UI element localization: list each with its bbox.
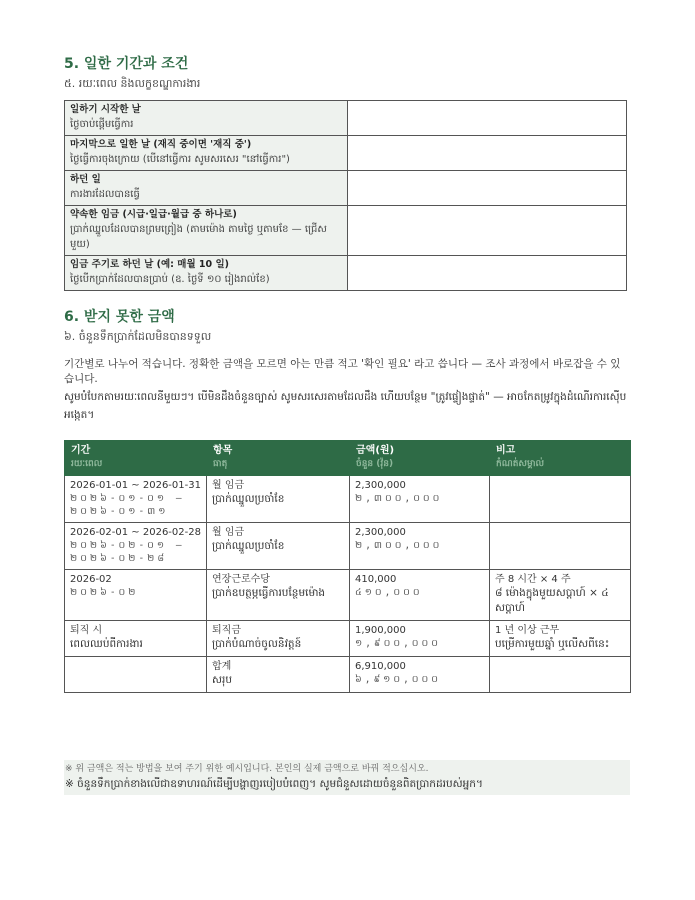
amount-text: 2,300,000 — [355, 480, 406, 491]
header-label-km: ចំនួន (វ៉ុន) — [356, 459, 394, 469]
form-label-ko: 마지막으로 일한 날 (재직 중이면 '재직 중') — [70, 139, 252, 150]
period-text: 2026-01-01 ~ 2026-01-31 — [70, 480, 201, 491]
header-label-ko: 비고 — [496, 445, 516, 456]
footnote-km: ※ ចំនួនទឹកប្រាក់ខាងលើជាឧទាហរណ៍ដើម្បីបង្ហាញរបៀបបំពេញ។ សូមជំនួសដោយចំនួនពិតប្រាកដរបស់អ្នក។ — [65, 778, 483, 790]
form-label-cell — [65, 101, 348, 136]
amount-text: 1,900,000 — [355, 625, 406, 636]
note-cell — [490, 476, 631, 523]
item-cell — [207, 523, 350, 570]
item-cell — [207, 657, 350, 693]
amount-khmer-digits: ២,៣០០,០០០ — [355, 540, 443, 551]
form-label-cell — [65, 206, 348, 256]
header-label-ko: 항목 — [213, 445, 233, 456]
item-text-km: ប្រាក់បំណាច់ចូលនិវត្តន៍ — [212, 638, 302, 650]
table-row-total — [65, 657, 631, 693]
form-label-ko: 임금 주기로 하던 날 (예: 매월 10 일) — [70, 259, 229, 270]
header-label-ko: 기간 — [71, 445, 91, 456]
amount-cell — [350, 523, 490, 570]
intro-text-km: សូមបំបែកតាមរយៈពេលនីមួយៗ។ បើមិនដឹងចំនួនច្បាស់ សូមសរសេរតាមដែលដឹង ហើយបន្ថែម "ត្រូវផ្ទៀងផ្ទាត់" — អាចកែតម្រូវក្នុងដំណើរការស៊ើបអង្កេត។ — [64, 391, 627, 421]
total-label-ko: 합계 — [212, 661, 232, 672]
item-cell — [207, 476, 350, 523]
document-page — [64, 54, 630, 693]
total-label-km: សរុប — [212, 674, 232, 686]
form-label-ko: 일하기 시작한 날 — [70, 104, 141, 115]
period-cell — [65, 570, 207, 621]
section5-subtitle: ៥. រយៈពេល និងលក្ខខណ្ឌការងារ — [64, 77, 201, 90]
job-field[interactable] — [348, 171, 627, 206]
amount-text: 410,000 — [355, 574, 397, 585]
work-period-table — [64, 100, 627, 291]
period-khmer-digits: ២០២៦-០២ — [70, 587, 139, 598]
form-label-ko: 약속한 임금 (시급·일급·월급 중 하나로) — [70, 209, 237, 220]
start-date-field[interactable] — [348, 101, 627, 136]
period-text: 2026-02 — [70, 574, 112, 585]
header-item — [207, 441, 350, 476]
total-amount-khmer-digits: ៦,៩១០,០០០ — [355, 674, 441, 685]
payday-field[interactable] — [348, 256, 627, 291]
table-row — [65, 523, 631, 570]
period-cell — [65, 523, 207, 570]
note-cell — [490, 570, 631, 621]
form-row-start-date — [65, 101, 627, 136]
item-text-km: ប្រាក់ឧបត្ថម្ភធ្វើការបន្ថែមម៉ោង — [212, 587, 326, 599]
period-cell — [65, 476, 207, 523]
unpaid-amount-table — [64, 440, 631, 693]
note-text-km: បម្រើការមួយឆ្នាំ ឬលើសពីនេះ — [495, 638, 610, 650]
section5-title: 5. 일한 기간과 조건 — [64, 56, 189, 72]
form-row-payday — [65, 256, 627, 291]
form-row-last-day — [65, 136, 627, 171]
form-label-ko: 하던 일 — [70, 174, 101, 185]
period-khmer-digits: ២០២៦-០១-០១ – ២០២៦-០១-៣១ — [70, 493, 185, 517]
note-text-ko: 1 년 이상 근무 — [495, 625, 560, 636]
table-row — [65, 476, 631, 523]
section6 — [64, 307, 630, 693]
item-cell — [207, 570, 350, 621]
form-label-cell — [65, 171, 348, 206]
note-cell — [490, 523, 631, 570]
item-text-km: ប្រាក់ឈ្នួលប្រចាំខែ — [212, 540, 285, 552]
item-text-km: ប្រាក់ឈ្នួលប្រចាំខែ — [212, 493, 285, 505]
amount-cell — [350, 657, 490, 693]
section6-title: 6. 받지 못한 금액 — [64, 309, 175, 325]
form-row-wage — [65, 206, 627, 256]
period-khmer-digits: ២០២៦-០២-០១ – ២០២៦-០២-២៨ — [70, 540, 185, 564]
note-cell — [490, 657, 631, 693]
form-label-cell — [65, 256, 348, 291]
table-row — [65, 570, 631, 621]
form-label-km: ប្រាក់ឈ្នួលដែលបានព្រមព្រៀង (តាមម៉ោង តាមថ្ងៃ ឬតាមខែ — ជ្រើសមួយ) — [70, 224, 327, 250]
amount-cell — [350, 476, 490, 523]
amount-cell — [350, 621, 490, 657]
table-row — [65, 621, 631, 657]
period-text: 2026-02-01 ~ 2026-02-28 — [70, 527, 201, 538]
header-label-km: ធាតុ — [213, 459, 228, 469]
item-text-ko: 월 임금 — [212, 480, 245, 491]
item-text-ko: 연장근로수당 — [212, 574, 270, 585]
period-cell — [65, 657, 207, 693]
note-text-km: ៨ ម៉ោងក្នុងមួយសប្តាហ៍ × ៤ សប្តាហ៍ — [495, 587, 609, 614]
header-amount — [350, 441, 490, 476]
form-label-km: ថ្ងៃបើកប្រាក់ដែលបានប្រាប់ (ឧ. ថ្ងៃទី ១០ រៀងរាល់ខែ) — [70, 274, 270, 285]
note-text-ko: 주 8 시간 × 4 주 — [495, 574, 571, 585]
last-day-field[interactable] — [348, 136, 627, 171]
header-note — [490, 441, 631, 476]
section6-subtitle: ៦. ចំនួនទឹកប្រាក់ដែលមិនបានទទួល — [64, 330, 212, 343]
amount-khmer-digits: ៤១០,០០០ — [355, 587, 423, 598]
amount-cell — [350, 570, 490, 621]
intro-text-ko: 기간별로 나누어 적습니다. 정확한 금액을 모르면 아는 만큼 적고 '확인 필요' 라고 씁니다 — 조사 과정에서 바로잡을 수 있습니다. — [64, 358, 621, 385]
agreed-wage-field[interactable] — [348, 206, 627, 256]
footnote-ko: ※ 위 금액은 적는 방법을 보여 주기 위한 예시입니다. 본인의 실제 금액으로 바꿔 적으십시오. — [65, 764, 429, 774]
period-text: 퇴직 시 — [70, 625, 103, 636]
amount-khmer-digits: ១,៩០០,០០០ — [355, 638, 441, 649]
header-label-km: រយៈពេល — [71, 459, 103, 469]
form-label-km: ថ្ងៃធ្វើការចុងក្រោយ (បើនៅធ្វើការ សូមសរសេរ "នៅធ្វើការ") — [70, 154, 290, 165]
amount-text: 2,300,000 — [355, 527, 406, 538]
table-header-row — [65, 441, 631, 476]
item-text-ko: 퇴직금 — [212, 625, 241, 636]
header-label-ko: 금액(원) — [356, 445, 395, 456]
total-amount-text: 6,910,000 — [355, 661, 406, 672]
form-label-km: ថ្ងៃចាប់ផ្តើមធ្វើការ — [70, 119, 134, 130]
amount-khmer-digits: ២,៣០០,០០០ — [355, 493, 443, 504]
form-label-km: ការងារដែលបានធ្វើ — [70, 189, 140, 200]
period-cell — [65, 621, 207, 657]
footnote-box — [64, 760, 630, 795]
header-label-km: កំណត់សម្គាល់ — [496, 459, 545, 469]
note-cell — [490, 621, 631, 657]
form-row-job — [65, 171, 627, 206]
period-text-km: ពេលឈប់ពីការងារ — [70, 638, 143, 650]
header-period — [65, 441, 207, 476]
form-label-cell — [65, 136, 348, 171]
item-cell — [207, 621, 350, 657]
item-text-ko: 월 임금 — [212, 527, 245, 538]
